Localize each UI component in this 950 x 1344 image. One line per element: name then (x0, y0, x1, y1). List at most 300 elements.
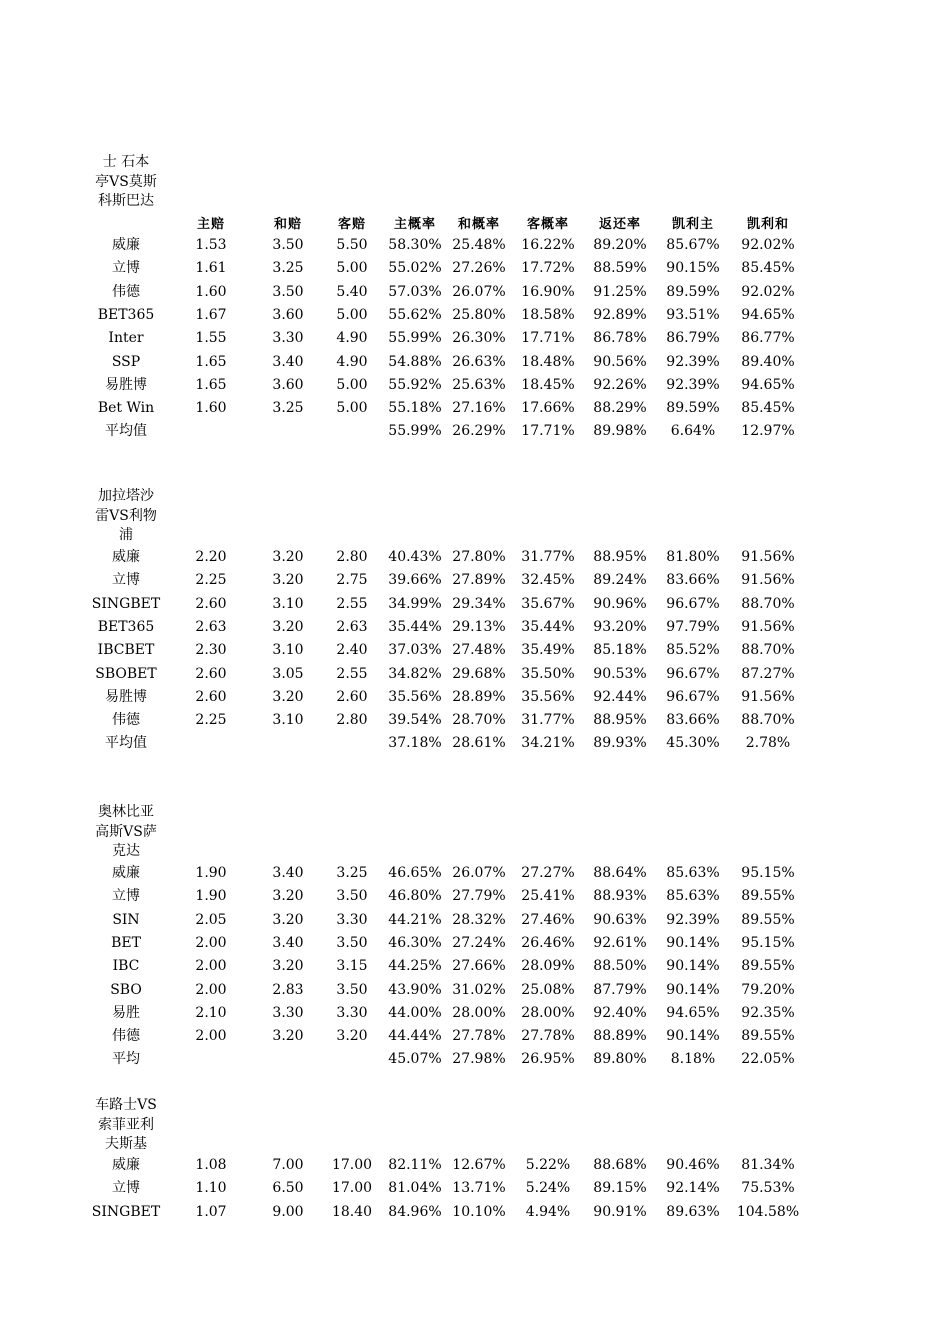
away-prob-cell: 25.08% (521, 981, 575, 998)
draw-odds-cell: 3.20 (272, 1028, 304, 1045)
away-prob-cell: 5.22% (525, 1157, 571, 1173)
table-row (0, 1002, 950, 1025)
draw-odds-cell: 3.50 (272, 237, 304, 253)
home-odds-cell: 2.60 (195, 688, 227, 705)
bookmaker-cell: 易胜 (112, 1004, 140, 1021)
away-odds-cell: 4.90 (336, 353, 368, 370)
draw-odds-cell: 3.60 (272, 376, 304, 393)
bookmaker-cell: 威廉 (112, 865, 140, 881)
draw-odds-cell: 3.50 (272, 283, 304, 300)
kelly-draw-cell: 95.15% (741, 934, 795, 951)
home-prob-cell: 45.07% (388, 1051, 442, 1068)
home-prob-cell: 55.92% (388, 376, 442, 393)
home-odds-cell: 1.67 (195, 306, 227, 323)
kelly-home-cell: 85.63% (666, 888, 720, 905)
home-odds-cell: 1.90 (195, 888, 227, 905)
bookmaker-cell: SINGBET (91, 595, 161, 612)
draw-prob-cell: 26.29% (452, 423, 506, 440)
draw-prob-cell: 31.02% (452, 981, 506, 998)
draw-odds-cell: 3.10 (272, 712, 304, 729)
bookmaker-cell: BET365 (97, 306, 155, 323)
return-rate-cell: 92.61% (593, 934, 647, 951)
draw-prob-cell: 27.79% (452, 888, 506, 905)
return-rate-cell: 86.78% (593, 330, 647, 347)
bookmaker-cell: IBC (112, 958, 140, 975)
away-prob-cell: 4.94% (525, 1203, 571, 1220)
home-odds-cell: 2.63 (195, 618, 227, 635)
bookmaker-cell: 伟德 (112, 712, 140, 729)
kelly-home-cell: 85.63% (666, 865, 720, 881)
kelly-draw-cell: 94.65% (741, 306, 795, 323)
kelly-draw-cell: 81.34% (741, 1157, 795, 1173)
away-prob-cell: 18.45% (521, 376, 575, 393)
home-prob-cell: 81.04% (388, 1180, 442, 1197)
away-odds-cell: 2.80 (336, 549, 368, 565)
home-odds-cell: 2.20 (195, 549, 227, 565)
table-row (0, 1048, 950, 1071)
column-header-row (0, 213, 950, 233)
header-kelly-home: 凯利主 (671, 217, 714, 232)
home-odds-cell: 2.00 (195, 981, 227, 998)
table-row (0, 546, 950, 569)
away-prob-cell: 17.66% (521, 400, 575, 417)
home-odds-cell: 2.00 (195, 934, 227, 951)
return-rate-cell: 88.64% (593, 865, 647, 881)
return-rate-cell: 88.95% (593, 549, 647, 565)
draw-odds-cell: 3.25 (272, 260, 304, 277)
home-odds-cell: 1.10 (195, 1180, 227, 1197)
away-odds-cell: 18.40 (331, 1203, 373, 1220)
away-odds-cell: 3.15 (336, 958, 368, 975)
draw-odds-cell: 3.10 (272, 595, 304, 612)
return-rate-cell: 89.15% (593, 1180, 647, 1197)
away-prob-cell: 26.46% (521, 934, 575, 951)
home-prob-cell: 55.99% (388, 423, 442, 440)
table-row (0, 862, 950, 885)
kelly-draw-cell: 86.77% (741, 330, 795, 347)
bookmaker-cell: SSP (111, 353, 141, 370)
table-row (0, 932, 950, 955)
draw-odds-cell: 3.20 (272, 958, 304, 975)
kelly-draw-cell: 92.02% (741, 283, 795, 300)
home-prob-cell: 55.02% (388, 260, 442, 277)
away-odds-cell: 4.90 (336, 330, 368, 347)
bookmaker-cell: 伟德 (112, 1028, 140, 1045)
draw-odds-cell: 3.40 (272, 353, 304, 370)
draw-prob-cell: 27.66% (452, 958, 506, 975)
table-row (0, 420, 950, 443)
home-prob-cell: 57.03% (388, 283, 442, 300)
home-odds-cell: 2.00 (195, 1028, 227, 1045)
away-prob-cell: 18.58% (521, 306, 575, 323)
home-odds-cell: 2.60 (195, 595, 227, 612)
draw-prob-cell: 26.63% (452, 353, 506, 370)
kelly-draw-cell: 88.70% (741, 712, 795, 729)
bookmaker-cell: Inter (108, 330, 144, 347)
return-rate-cell: 89.93% (593, 735, 647, 752)
bookmaker-cell: 立博 (112, 888, 140, 905)
bookmaker-cell: 威廉 (112, 1157, 140, 1173)
away-odds-cell: 5.00 (336, 400, 368, 417)
draw-prob-cell: 27.26% (452, 260, 506, 277)
home-prob-cell: 58.30% (388, 237, 442, 253)
draw-prob-cell: 25.48% (452, 237, 506, 253)
home-odds-cell: 1.90 (195, 865, 227, 881)
draw-prob-cell: 28.61% (452, 735, 506, 752)
draw-odds-cell: 3.20 (272, 549, 304, 565)
draw-prob-cell: 27.78% (452, 1028, 506, 1045)
draw-odds-cell: 3.20 (272, 888, 304, 905)
away-prob-cell: 16.22% (521, 237, 575, 253)
kelly-draw-cell: 2.78% (745, 735, 791, 752)
away-odds-cell: 5.50 (336, 237, 368, 253)
draw-prob-cell: 27.16% (452, 400, 506, 417)
kelly-draw-cell: 91.56% (741, 549, 795, 565)
away-prob-cell: 18.48% (521, 353, 575, 370)
kelly-draw-cell: 79.20% (741, 981, 795, 998)
draw-prob-cell: 29.34% (452, 595, 506, 612)
draw-prob-cell: 28.89% (452, 688, 506, 705)
kelly-draw-cell: 12.97% (741, 423, 795, 440)
home-prob-cell: 34.82% (388, 665, 442, 682)
table-row (0, 885, 950, 908)
return-rate-cell: 92.44% (593, 688, 647, 705)
away-odds-cell: 3.25 (336, 865, 368, 881)
bookmaker-cell: IBCBET (97, 642, 155, 659)
bookmaker-cell: Bet Win (97, 400, 155, 417)
table-row (0, 955, 950, 978)
home-odds-cell: 1.55 (195, 330, 227, 347)
away-prob-cell: 35.56% (521, 688, 575, 705)
bookmaker-cell: 立博 (112, 260, 140, 277)
header-return-rate: 返还率 (598, 217, 641, 232)
away-prob-cell: 35.50% (521, 665, 575, 682)
home-prob-cell: 40.43% (388, 549, 442, 565)
home-odds-cell: 1.65 (195, 376, 227, 393)
table-row (0, 1201, 950, 1224)
away-odds-cell: 5.00 (336, 376, 368, 393)
home-odds-cell: 2.25 (195, 712, 227, 729)
kelly-draw-cell: 91.56% (741, 572, 795, 589)
away-odds-cell: 17.00 (331, 1157, 373, 1173)
home-prob-cell: 43.90% (388, 981, 442, 998)
draw-odds-cell: 3.30 (272, 1004, 304, 1021)
table-row (0, 909, 950, 932)
return-rate-cell: 88.68% (593, 1157, 647, 1173)
draw-prob-cell: 27.98% (452, 1051, 506, 1068)
away-prob-cell: 31.77% (521, 549, 575, 565)
header-away-prob: 客概率 (526, 217, 569, 232)
draw-prob-cell: 26.07% (452, 865, 506, 881)
kelly-home-cell: 6.64% (670, 423, 716, 440)
away-prob-cell: 35.67% (521, 595, 575, 612)
table-row (0, 616, 950, 639)
home-odds-cell: 2.60 (195, 665, 227, 682)
kelly-draw-cell: 95.15% (741, 865, 795, 881)
kelly-home-cell: 90.14% (666, 981, 720, 998)
kelly-draw-cell: 91.56% (741, 618, 795, 635)
bookmaker-cell: 平均 (112, 1051, 140, 1068)
away-prob-cell: 34.21% (521, 735, 575, 752)
bookmaker-cell: 平均值 (105, 423, 147, 440)
kelly-draw-cell: 94.65% (741, 376, 795, 393)
kelly-draw-cell: 89.40% (741, 353, 795, 370)
draw-prob-cell: 25.63% (452, 376, 506, 393)
draw-odds-cell: 3.40 (272, 934, 304, 951)
draw-prob-cell: 28.32% (452, 911, 506, 928)
kelly-home-cell: 83.66% (666, 712, 720, 729)
home-prob-cell: 46.65% (388, 865, 442, 881)
home-prob-cell: 37.03% (388, 642, 442, 659)
kelly-home-cell: 83.66% (666, 572, 720, 589)
away-prob-cell: 35.44% (521, 618, 575, 635)
kelly-home-cell: 92.39% (666, 911, 720, 928)
table-row (0, 257, 950, 280)
home-odds-cell: 1.60 (195, 283, 227, 300)
return-rate-cell: 88.93% (593, 888, 647, 905)
draw-prob-cell: 29.68% (452, 665, 506, 682)
kelly-home-cell: 90.14% (666, 934, 720, 951)
home-odds-cell: 2.05 (195, 911, 227, 928)
away-prob-cell: 17.71% (521, 423, 575, 440)
return-rate-cell: 85.18% (593, 642, 647, 659)
bookmaker-cell: 易胜博 (105, 376, 147, 393)
home-odds-cell: 1.65 (195, 353, 227, 370)
home-odds-cell: 1.53 (195, 237, 227, 253)
draw-odds-cell: 3.40 (272, 865, 304, 881)
return-rate-cell: 88.89% (593, 1028, 647, 1045)
draw-odds-cell: 3.25 (272, 400, 304, 417)
home-odds-cell: 1.08 (195, 1157, 227, 1173)
away-odds-cell: 17.00 (331, 1180, 373, 1197)
kelly-home-cell: 85.52% (666, 642, 720, 659)
kelly-home-cell: 89.59% (666, 283, 720, 300)
return-rate-cell: 90.91% (593, 1203, 647, 1220)
table-row (0, 686, 950, 709)
return-rate-cell: 90.63% (593, 911, 647, 928)
home-prob-cell: 54.88% (388, 353, 442, 370)
draw-odds-cell: 3.20 (272, 688, 304, 705)
match-title: 奥林比亚 高斯VS萨 克达 (95, 804, 157, 859)
return-rate-cell: 88.29% (593, 400, 647, 417)
table-row (0, 732, 950, 755)
home-prob-cell: 39.66% (388, 572, 442, 589)
table-row (0, 569, 950, 592)
away-prob-cell: 16.90% (521, 283, 575, 300)
draw-prob-cell: 26.07% (452, 283, 506, 300)
draw-odds-cell: 9.00 (272, 1203, 304, 1220)
away-odds-cell: 3.50 (336, 981, 368, 998)
table-row (0, 397, 950, 420)
kelly-home-cell: 86.79% (666, 330, 720, 347)
draw-prob-cell: 10.10% (452, 1203, 506, 1220)
home-prob-cell: 55.18% (388, 400, 442, 417)
bookmaker-cell: SBOBET (95, 665, 157, 682)
kelly-home-cell: 97.79% (666, 618, 720, 635)
away-odds-cell: 2.80 (336, 712, 368, 729)
away-odds-cell: 3.30 (336, 911, 368, 928)
bookmaker-cell: SINGBET (91, 1203, 161, 1220)
draw-prob-cell: 28.70% (452, 712, 506, 729)
away-prob-cell: 35.49% (521, 642, 575, 659)
bookmaker-cell: 立博 (112, 572, 140, 589)
kelly-home-cell: 96.67% (666, 595, 720, 612)
draw-odds-cell: 3.05 (272, 665, 304, 682)
away-odds-cell: 2.63 (336, 618, 368, 635)
kelly-home-cell: 90.14% (666, 958, 720, 975)
bookmaker-cell: 威廉 (112, 237, 140, 253)
home-prob-cell: 44.44% (388, 1028, 442, 1045)
kelly-draw-cell: 88.70% (741, 642, 795, 659)
away-prob-cell: 27.46% (521, 911, 575, 928)
kelly-home-cell: 8.18% (670, 1051, 716, 1068)
bookmaker-cell: 易胜博 (105, 688, 147, 705)
away-prob-cell: 28.09% (521, 958, 575, 975)
away-prob-cell: 17.72% (521, 260, 575, 277)
home-odds-cell: 2.25 (195, 572, 227, 589)
draw-prob-cell: 28.00% (452, 1004, 506, 1021)
kelly-draw-cell: 22.05% (741, 1051, 795, 1068)
kelly-home-cell: 94.65% (666, 1004, 720, 1021)
kelly-home-cell: 89.59% (666, 400, 720, 417)
draw-odds-cell: 2.83 (272, 981, 304, 998)
draw-prob-cell: 27.89% (452, 572, 506, 589)
return-rate-cell: 89.98% (593, 423, 647, 440)
table-row (0, 1177, 950, 1200)
kelly-draw-cell: 92.02% (741, 237, 795, 253)
bookmaker-cell: 伟德 (112, 283, 140, 300)
header-kelly-draw: 凯利和 (746, 217, 789, 232)
kelly-home-cell: 92.39% (666, 353, 720, 370)
home-prob-cell: 44.21% (388, 911, 442, 928)
away-odds-cell: 5.00 (336, 306, 368, 323)
home-prob-cell: 34.99% (388, 595, 442, 612)
match-title: 车路士VS 索菲亚利 夫斯基 (95, 1097, 157, 1152)
draw-odds-cell: 3.20 (272, 911, 304, 928)
kelly-draw-cell: 91.56% (741, 688, 795, 705)
return-rate-cell: 90.53% (593, 665, 647, 682)
away-prob-cell: 5.24% (525, 1180, 571, 1197)
home-odds-cell: 2.30 (195, 642, 227, 659)
home-prob-cell: 82.11% (388, 1157, 442, 1173)
table-row (0, 281, 950, 304)
return-rate-cell: 92.89% (593, 306, 647, 323)
bookmaker-cell: BET365 (97, 618, 155, 635)
table-row (0, 1025, 950, 1048)
away-prob-cell: 28.00% (521, 1004, 575, 1021)
return-rate-cell: 90.56% (593, 353, 647, 370)
kelly-draw-cell: 89.55% (741, 958, 795, 975)
return-rate-cell: 92.26% (593, 376, 647, 393)
bookmaker-cell: 立博 (112, 1180, 140, 1197)
away-prob-cell: 27.78% (521, 1028, 575, 1045)
home-prob-cell: 35.56% (388, 688, 442, 705)
return-rate-cell: 89.80% (593, 1051, 647, 1068)
draw-odds-cell: 7.00 (272, 1157, 304, 1173)
home-odds-cell: 1.07 (195, 1203, 227, 1220)
home-odds-cell: 1.60 (195, 400, 227, 417)
home-prob-cell: 55.62% (388, 306, 442, 323)
kelly-draw-cell: 85.45% (741, 400, 795, 417)
home-prob-cell: 44.00% (388, 1004, 442, 1021)
kelly-draw-cell: 85.45% (741, 260, 795, 277)
table-row (0, 663, 950, 686)
kelly-draw-cell: 89.55% (741, 1028, 795, 1045)
table-row (0, 234, 950, 257)
away-odds-cell: 2.40 (336, 642, 368, 659)
table-row (0, 327, 950, 350)
draw-prob-cell: 27.24% (452, 934, 506, 951)
home-prob-cell: 55.99% (388, 330, 442, 347)
away-odds-cell: 5.00 (336, 260, 368, 277)
kelly-draw-cell: 88.70% (741, 595, 795, 612)
kelly-draw-cell: 75.53% (741, 1180, 795, 1197)
table-row (0, 639, 950, 662)
away-prob-cell: 27.27% (521, 865, 575, 881)
return-rate-cell: 87.79% (593, 981, 647, 998)
bookmaker-cell: 威廉 (112, 549, 140, 565)
match-title: 加拉塔沙 雷VS利物 浦 (95, 488, 157, 543)
home-prob-cell: 37.18% (388, 735, 442, 752)
home-prob-cell: 35.44% (388, 618, 442, 635)
draw-prob-cell: 27.48% (452, 642, 506, 659)
table-row (0, 374, 950, 397)
away-odds-cell: 3.20 (336, 1028, 368, 1045)
draw-odds-cell: 3.30 (272, 330, 304, 347)
away-odds-cell: 5.40 (336, 283, 368, 300)
kelly-draw-cell: 87.27% (741, 665, 795, 682)
kelly-home-cell: 92.39% (666, 376, 720, 393)
kelly-home-cell: 85.67% (666, 237, 720, 253)
bookmaker-cell: BET (111, 934, 141, 951)
away-odds-cell: 2.55 (336, 665, 368, 682)
header-home-odds: 主赔 (196, 217, 225, 232)
away-odds-cell: 2.55 (336, 595, 368, 612)
kelly-home-cell: 96.67% (666, 665, 720, 682)
kelly-home-cell: 96.67% (666, 688, 720, 705)
kelly-home-cell: 89.63% (666, 1203, 720, 1220)
away-odds-cell: 2.60 (336, 688, 368, 705)
draw-odds-cell: 6.50 (272, 1180, 304, 1197)
away-prob-cell: 25.41% (521, 888, 575, 905)
home-odds-cell: 1.61 (195, 260, 227, 277)
draw-odds-cell: 3.10 (272, 642, 304, 659)
home-prob-cell: 46.80% (388, 888, 442, 905)
kelly-home-cell: 90.15% (666, 260, 720, 277)
draw-prob-cell: 27.80% (452, 549, 506, 565)
draw-odds-cell: 3.20 (272, 618, 304, 635)
table-row (0, 979, 950, 1002)
kelly-home-cell: 92.14% (666, 1180, 720, 1197)
table-row (0, 1154, 950, 1177)
away-prob-cell: 26.95% (521, 1051, 575, 1068)
return-rate-cell: 89.20% (593, 237, 647, 253)
return-rate-cell: 93.20% (593, 618, 647, 635)
away-odds-cell: 3.30 (336, 1004, 368, 1021)
return-rate-cell: 92.40% (593, 1004, 647, 1021)
away-prob-cell: 17.71% (521, 330, 575, 347)
draw-prob-cell: 26.30% (452, 330, 506, 347)
home-prob-cell: 46.30% (388, 934, 442, 951)
table-row (0, 593, 950, 616)
table-row (0, 709, 950, 732)
return-rate-cell: 88.50% (593, 958, 647, 975)
kelly-home-cell: 93.51% (666, 306, 720, 323)
draw-prob-cell: 12.67% (452, 1157, 506, 1173)
match-title: 士 石本 亭VS莫斯 科斯巴达 (95, 154, 157, 209)
kelly-draw-cell: 104.58% (736, 1203, 800, 1220)
return-rate-cell: 88.95% (593, 712, 647, 729)
